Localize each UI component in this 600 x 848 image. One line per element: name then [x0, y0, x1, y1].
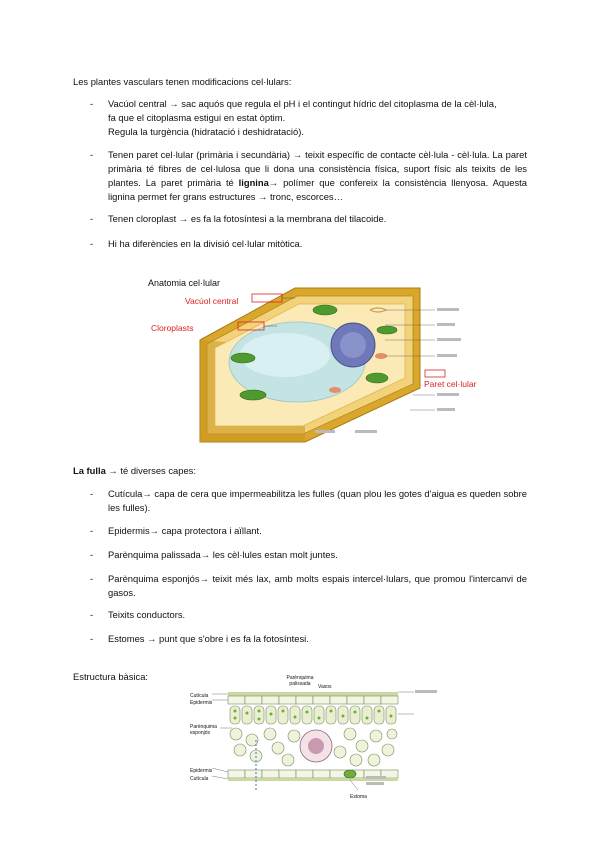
veins-label: Vasos: [318, 684, 332, 690]
leaf-section-illustration: [190, 680, 440, 802]
leaf-section-figure: [190, 675, 440, 802]
cell-figure-title: Anatomia cel·lular: [148, 278, 221, 288]
leaf-heading-rest: → té diverses capes:: [105, 465, 196, 476]
mitosis-text: Hi ha diferències en la divisió cel·lular mitòtica.: [108, 238, 303, 249]
palisade-label: Parènquima palissada: [286, 675, 314, 687]
chloroplast-label: Cloroplasts: [151, 323, 194, 333]
vacuole-label: Vacúol central: [185, 296, 239, 306]
cell-wall-text-b: → polímer que confereix la consistència llenyosa. Aquesta lignina permet fer grans estructures → tronc, escorces…: [108, 177, 527, 202]
stomata-text: Estomes → punt que s'obre i es fa la fotosíntesi.: [108, 633, 309, 644]
palisade-text: Parènquima palissada→ les cèl·lules estan molt juntes.: [108, 549, 338, 560]
leaf-heading: [73, 464, 527, 478]
epidermis-bottom-label: Epidermis: [190, 768, 213, 774]
cell-wall-label: Paret cel·lular: [424, 379, 477, 389]
vacuole-line-2: fa que el citoplasma estigui en estat òptim.: [108, 112, 286, 123]
conductive-text: Teixits conductors.: [108, 609, 186, 620]
stoma-label: Estoma: [350, 794, 367, 800]
spongy-text: Parènquima esponjós→ teixit més lax, amb molts espais intercel·lulars, que promou l'intercanvi de gasos.: [108, 573, 527, 598]
intro-text: Les plantes vasculars tenen modificacions cel·lulars:: [73, 76, 292, 87]
chloroplast-text: Tenen cloroplast → es fa la fotosíntesi a la membrana del tilacoide.: [108, 213, 387, 224]
cuticle-text: Cutícula→ capa de cera que impermeabilitza les fulles (quan plou les gotes d'aigua es queden sobre les fulles).: [108, 488, 527, 513]
epidermis-top-label: Epidermis: [190, 700, 213, 706]
vacuole-line-1: Vacúol central → sac aquós que regula el pH i el contingut hídric del citoplasma de la cèl·lula,: [108, 98, 497, 109]
leaf-heading-bold: La fulla: [73, 465, 106, 476]
spongy-label: Parènquima esponjós: [190, 724, 217, 736]
vacuole-line-3: Regula la turgència (hidratació i deshidratació).: [108, 126, 304, 137]
epidermis-text: Epidermis→ capa protectora i aïllant.: [108, 525, 262, 536]
cuticle-top-label: Cutícula: [190, 693, 209, 699]
cuticle-bottom-label: Cutícula: [190, 776, 209, 782]
cell-wall-text-a: Tenen paret cel·lular (primària i secundària) → teixit específic de contacte cèl·lula - cèl·lula. La paret primària té fibres de cel·lulosa que li dona una consistència física, suport físic als teixits de les plantes. La paret primària té: [108, 149, 527, 188]
plant-cell-figure: [145, 270, 480, 448]
lignina-term: lignina: [238, 177, 269, 188]
structure-label: Estructura bàsica:: [73, 671, 149, 682]
